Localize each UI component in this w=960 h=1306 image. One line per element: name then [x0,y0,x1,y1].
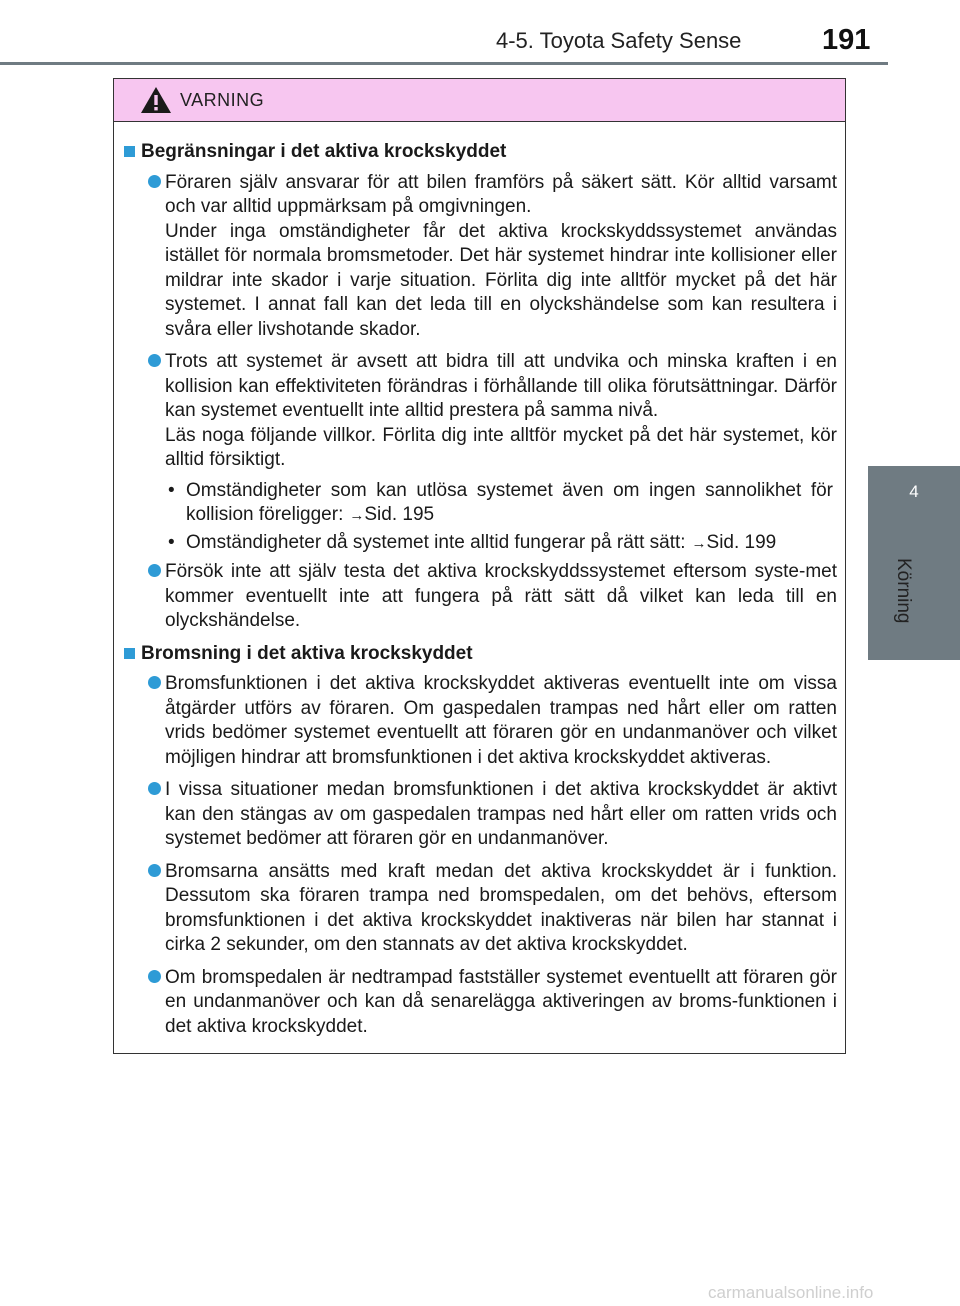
list-item-text [165,350,837,473]
warning-header [114,79,845,122]
section-title: 4-5. Toyota Safety Sense [496,28,742,53]
chapter-number: 4 [909,482,919,501]
list-item [124,350,837,473]
sub-list-item [168,531,837,557]
square-bullet-icon [124,146,135,157]
bullet-icon [148,564,161,577]
bullet-icon [148,676,161,689]
section-heading [124,642,837,667]
bullet-icon [148,782,161,795]
chapter-label [888,558,938,678]
sub-list-item-text [186,531,837,557]
list-item [124,672,837,770]
bullet-icon [148,175,161,188]
page-reference[interactable]: Sid. 199 [706,531,777,553]
paragraph: Föraren själv ansvarar för att bilen framförs på säkert sätt. Kör alltid varsamt och var alltid uppmärksam på omgivningen. Under inga omständigheter får det aktiva krockskyddssystemet användas istället för normala bromsmetoder. Det här systemet hindrar inte kollisioner eller mildrar inte skador i varje situation. Förlita dig inte alltför mycket på det här systemet. I annat fall kan det leda till en olyckshändelse som kan resultera i svåra eller livshotande skador. [165,171,837,340]
arrow-right-icon: → [349,507,365,524]
list-item-text [165,171,837,343]
list-item [124,860,837,958]
warning-title: VARNING [180,90,265,110]
sub-list-item [168,479,837,529]
sub-list [168,479,837,557]
page-reference[interactable]: Sid. 195 [364,504,435,525]
dot-bullet-icon: • [168,531,175,553]
list-item-text: I vissa situationer medan bromsfunktionen i det aktiva krockskyddet är aktivt kan den stängas av om gaspedalen trampas ned hårt eller om ratten vrids och systemet bedömer att föraren gör en undanmanöver. [165,779,837,849]
list-item-text: Om bromspedalen är nedtrampad fastställer systemet eventuellt att föraren gör en undanmanöver och kan då senarelägga aktiveringen av broms-funktionen i det aktiva krockskyddet. [165,966,837,1037]
watermark: carmanualsonline.info [708,1283,874,1302]
page-number: 191 [822,24,871,56]
section-heading-text: Bromsning i det aktiva krockskyddet [141,642,473,664]
section-heading-text: Begränsningar i det aktiva krockskyddet [141,141,507,162]
arrow-right-icon: → [691,534,707,552]
bullet-icon [148,970,161,983]
section-heading [124,140,837,165]
sub-list-item-text [186,479,837,529]
list-item [124,966,837,1040]
page-header [0,0,960,64]
sub-item-text: Omständigheter som kan utlösa systemet även om ingen sannolikhet för kollision föreligger: [186,479,833,525]
list-item [124,778,837,852]
paragraph: Trots att systemet är avsett att bidra till att undvika och minska kraften i en kollision kan effektiviteten förändras i förhållande till olika förutsättningar. Därför kan systemet eventuellt inte alltid prestera på samma nivå. Läs noga följande villkor. Förlita dig inte alltför mycket på det här systemet, kör alltid försiktigt. [165,351,837,470]
warning-box [113,78,846,1054]
warning-content [114,122,845,1039]
list-item-text: Bromsarna ansätts med kraft medan det aktiva krockskyddet är i funktion. Dessutom ska föraren trampa ned bromspedalen, om det behövs, eftersom bromsfunktionen i det aktiva krockskyddet inaktiveras när bilen har stannat i cirka 2 sekunder, om den stannats av det aktiva krockskyddet. [165,860,837,955]
warning-triangle-icon [140,86,172,114]
list-item-text: Bromsfunktionen i det aktiva krockskyddet aktiveras eventuellt inte om vissa åtgärder utförs av föraren. Om gaspedalen trampas ned hårt eller om ratten vrids bedömer systemet eventuellt att föraren gör en undanmanöver och vilket möjligen hindrar att bromsfunktionen i det aktiva krockskyddet aktiveras. [165,673,837,768]
list-item-text: Försök inte att själv testa det aktiva krockskyddssystemet eftersom syste-met kommer eventuellt inte att fungera på rätt sätt då vilket kan leda till en olyckshändelse. [165,561,837,631]
list-item [124,560,837,634]
square-bullet-icon [124,648,135,659]
list-item [124,171,837,343]
header-rule [0,62,888,65]
dot-bullet-icon: • [168,479,175,501]
bullet-icon [148,864,161,877]
chapter-label-text: Körning [893,558,914,624]
bullet-icon [148,354,161,367]
sub-item-text: Omständigheter då systemet inte alltid fungerar på rätt sätt: [186,531,686,553]
